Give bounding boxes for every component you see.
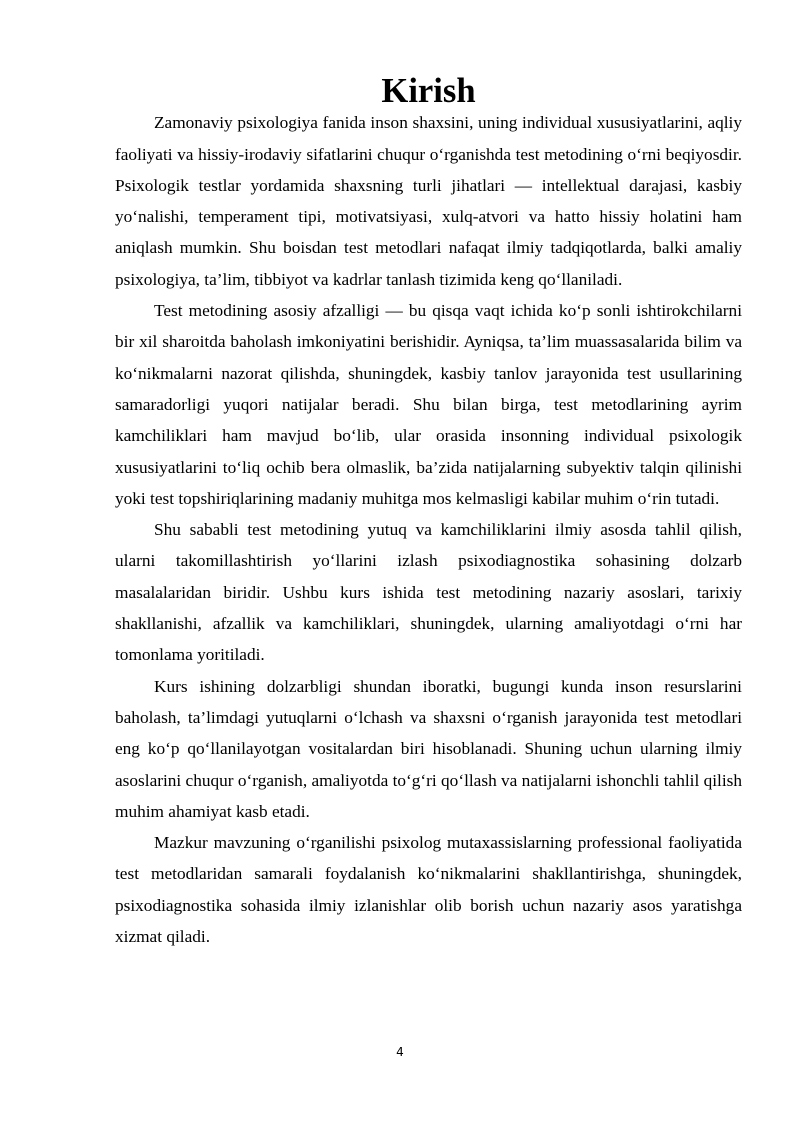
page-content <box>115 72 742 952</box>
paragraph-4: Kurs ishining dolzarbligi shundan iboratki, bugungi kunda inson resurslarini baholash, ta’limdagi yutuqlarni o‘lchash va shaxsni o‘rganish jarayonida test metodlari eng ko‘p qo‘llanilayotgan vositalardan biri hisoblanadi. Shuning uchun ularning ilmiy asoslarini chuqur o‘rganish, amaliyotda to‘g‘ri qo‘llash va natijalarni ishonchli tahlil qilish muhim ahamiyat kasb etadi. <box>115 676 742 821</box>
section-title: Kirish <box>381 72 476 110</box>
paragraph-3: Shu sababli test metodining yutuq va kamchiliklarini ilmiy asosda tahlil qilish, ularni takomillashtirish yo‘llarini izlash psixodiagnostika sohasining dolzarb masalalaridan biridir. Ushbu kurs ishida test metodining nazariy asoslari, tarixiy shakllanishi, afzallik va kamchiliklari, shuningdek, ularning amaliyotdagi o‘rni har tomonlama yoritiladi. <box>115 520 742 665</box>
paragraph-1: Zamonaviy psixologiya fanida inson shaxsini, uning individual xususiyatlarini, aqliy faoliyati va hissiy-irodaviy sifatlarini chuqur o‘rganishda test metodining o‘rni beqiyosdir. Psixologik testlar yordamida shaxsning turli jihatlari — intellektual darajasi, kasbiy yo‘nalishi, temperament tipi, motivatsiyasi, xulq-atvori va hatto hissiy holatini ham aniqlash mumkin. Shu boisdan test metodlari nafaqat ilmiy tadqiqotlarda, balki amaliy psixologiya, ta’lim, tibbiyot va kadrlar tanlash tizimida keng qo‘llaniladi. <box>115 113 742 289</box>
paragraph-2: Test metodining asosiy afzalligi — bu qisqa vaqt ichida ko‘p sonli ishtirokchilarni bir xil sharoitda baholash imkoniyatini berishidir. Ayniqsa, ta’lim muassasalarida bilim va ko‘nikmalarni nazorat qilishda, shuningdek, kasbiy tanlov jarayonida test usullarining samaradorligi yuqori natijalar beradi. Shu bilan birga, test metodlarining ayrim kamchiliklari ham mavjud bo‘lib, ular orasida insonning individual psixologik xususiyatlarini to‘liq ochib bera olmaslik, ba’zida natijalarning subyektiv talqin qilinishi yoki test topshiriqlarining madaniy muhitga mos kelmasligi kabilar muhim o‘rin tutadi. <box>115 301 742 508</box>
page-number: 4 <box>396 1045 404 1059</box>
paragraph-5: Mazkur mavzuning o‘rganilishi psixolog mutaxassislarning professional faoliyatida test metodlaridan samarali foydalanish ko‘nikmalarini shakllantirishga, shuningdek, psixodiagnostika sohasida ilmiy izlanishlar olib borish uchun nazariy asos yaratishga xizmat qiladi. <box>115 833 742 947</box>
